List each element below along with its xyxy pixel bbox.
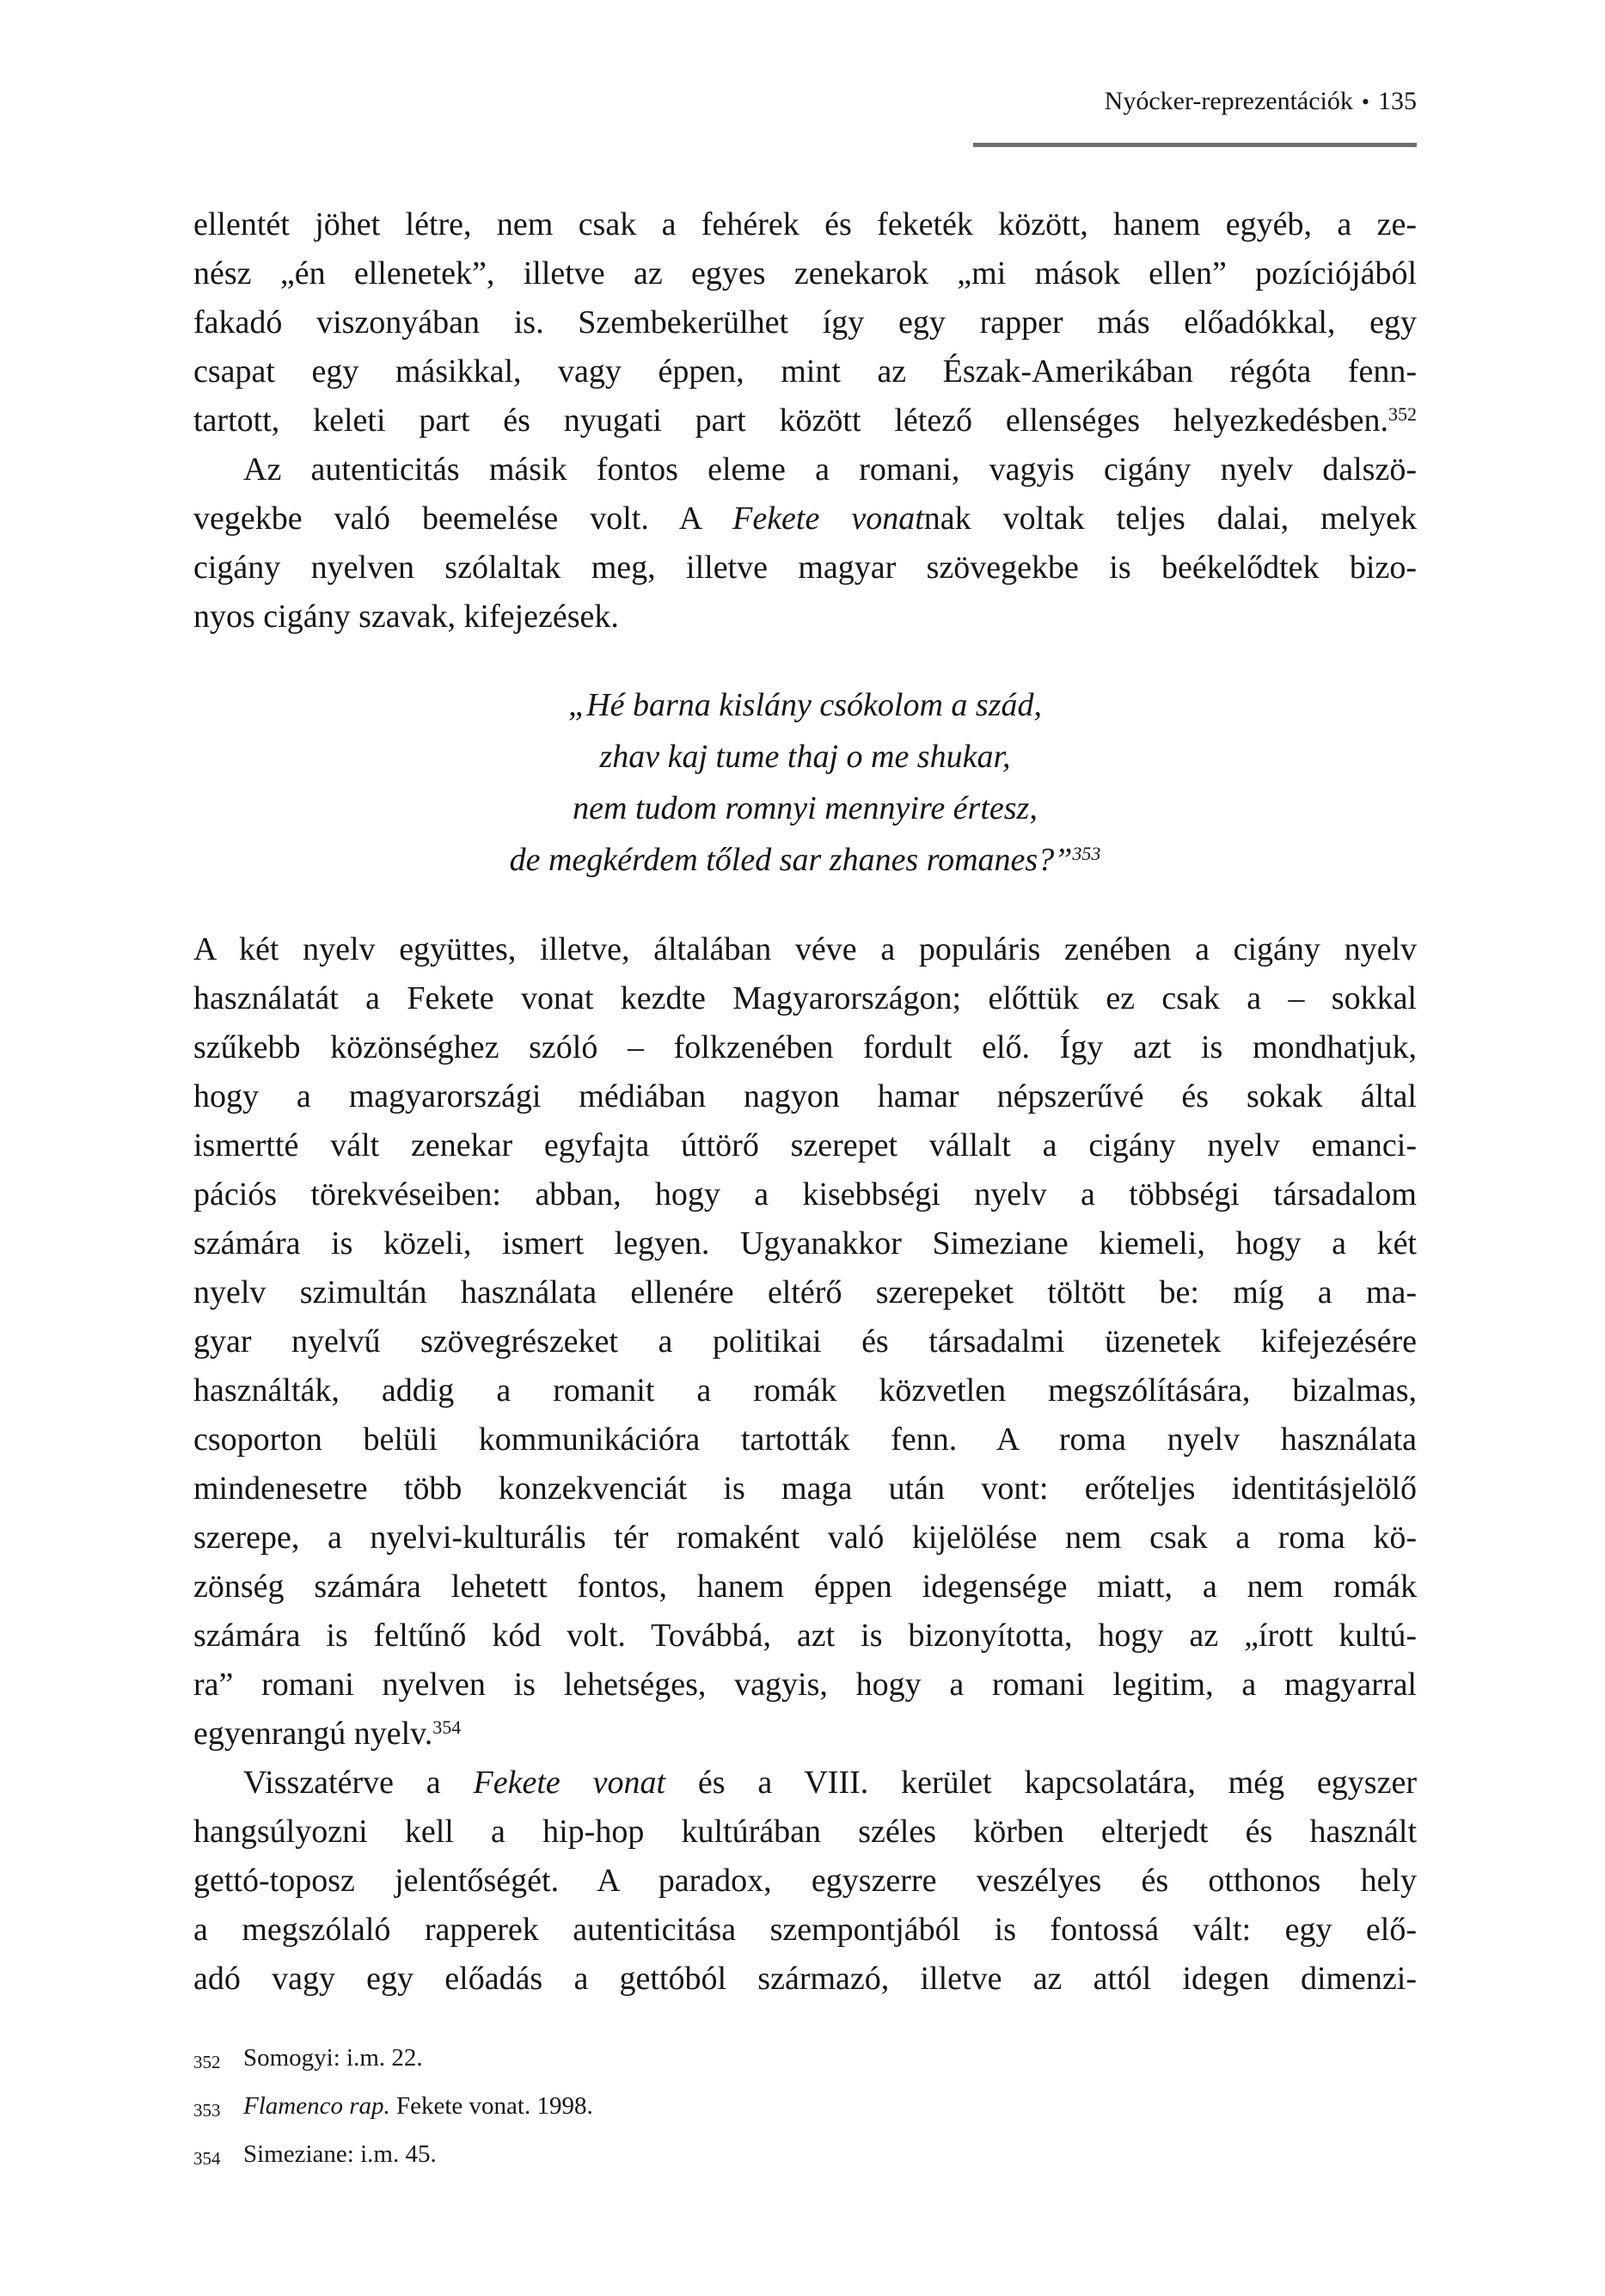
text-run: egyenrangú nyelv. <box>193 1716 433 1752</box>
text-run: ra” romani nyelven is lehetséges, vagyis, hogy a romani legitim, a magyarral <box>193 1667 1417 1703</box>
italic-run: Fekete vonat <box>473 1765 666 1801</box>
text-run: és a VIII. kerület kapcsolatára, még egyszer <box>665 1765 1417 1801</box>
text-line <box>193 298 1417 347</box>
text-line <box>193 200 1417 249</box>
text-run: Visszatérve a <box>243 1765 474 1801</box>
paragraph <box>193 1759 1417 2004</box>
footnote-ref: 352 <box>1388 402 1417 425</box>
text-run: adó vagy egy előadás a gettóból származó, illetve az attól idegen dimenzi- <box>193 1961 1417 1997</box>
text-run: Simeziane: i.m. 45. <box>243 2140 437 2168</box>
text-run: nész „én ellenetek”, illetve az egyes zenekarok „mi mások ellen” pozíciójából <box>193 255 1417 292</box>
paragraph <box>193 445 1417 642</box>
running-head-title: Nyócker-reprezentációk <box>1104 87 1353 115</box>
text-line <box>193 1906 1417 1955</box>
italic-run: Flamenco rap. <box>243 2092 390 2120</box>
quote-line <box>193 731 1417 783</box>
footnote <box>193 2084 1417 2133</box>
quote-line <box>193 834 1417 886</box>
quote-line <box>193 783 1417 834</box>
footnote-text <box>243 2133 1417 2176</box>
text-run: használták, addig a romanit a romák közvetlen megszólítására, bizalmas, <box>193 1372 1417 1409</box>
text-run: szűkebb közönséghez szóló – folkzenében fordult elő. Így azt is mondhatjuk, <box>193 1029 1417 1065</box>
text-run: de megkérdem tőled sar zhanes romanes?” <box>509 842 1073 878</box>
text-run: zhav kaj tume thaj o me shukar, <box>599 739 1011 775</box>
text-run: szerepe, a nyelvi-kulturális tér romaként való kijelölése nem csak a roma kö- <box>193 1519 1417 1556</box>
text-run: pációs törekvéseiben: abban, hogy a kisebbségi nyelv a többségi társadalom <box>193 1176 1417 1212</box>
text-line <box>193 1562 1417 1611</box>
text-line <box>193 1955 1417 2004</box>
text-run: gyar nyelvű szövegrészeket a politikai és társadalmi üzenetek kifejezésére <box>193 1323 1417 1360</box>
text-line <box>193 1170 1417 1219</box>
text-line <box>193 1808 1417 1857</box>
text-run: használatát a Fekete vonat kezdte Magyarországon; előttük ez csak a – sokkal <box>193 980 1417 1016</box>
text-run: Somogyi: i.m. 22. <box>243 2044 423 2072</box>
text-run: nak voltak teljes dalai, melyek <box>923 500 1417 537</box>
footnote-number: 354 <box>193 2148 221 2169</box>
text-run: Az autenticitás másik fontos eleme a romani, vagyis cigány nyelv dalszö- <box>243 451 1417 488</box>
text-line <box>193 445 1417 494</box>
text-run: ellentét jöhet létre, nem csak a fehérek és feketék között, hanem egyéb, a ze- <box>193 206 1417 242</box>
text-run: A két nyelv együttes, illetve, általában véve a populáris zenében a cigány nyelv <box>193 931 1417 967</box>
text-run: csapat egy másikkal, vagy éppen, mint az Észak-Amerikában régóta fenn- <box>193 353 1417 390</box>
text-line <box>193 543 1417 592</box>
quote-line <box>193 679 1417 731</box>
text-line <box>193 925 1417 974</box>
text-line <box>193 1072 1417 1121</box>
text-run: számára is feltűnő kód volt. Továbbá, azt is bizonyította, hogy az „írott kultú- <box>193 1618 1417 1654</box>
text-line <box>193 1366 1417 1415</box>
text-line <box>193 396 1417 445</box>
text-line <box>193 1710 1417 1759</box>
text-run: hangsúlyozni kell a hip-hop kultúrában széles körben elterjedt és használt <box>193 1814 1417 1850</box>
text-run: nyos cigány szavak, kifejezések. <box>193 599 619 635</box>
running-head <box>193 84 1417 120</box>
text-run: csoporton belüli kommunikációra tartották fenn. A roma nyelv használata <box>193 1421 1417 1458</box>
text-run: ismertté vált zenekar egyfajta úttörő szerepet vállalt a cigány nyelv emanci- <box>193 1127 1417 1163</box>
footnotes <box>193 2036 1417 2181</box>
text-run: nem tudom romnyi mennyire értesz, <box>573 790 1038 826</box>
text-line <box>193 1415 1417 1464</box>
text-line <box>193 592 1417 642</box>
text-line <box>193 1661 1417 1710</box>
block-quote <box>193 679 1417 886</box>
footnote-text <box>243 2084 1417 2128</box>
footnote-number: 352 <box>193 2052 221 2072</box>
footnote-number: 353 <box>193 2100 221 2121</box>
text-line <box>193 1464 1417 1513</box>
text-run: vegekbe való beemelése volt. A <box>193 500 733 537</box>
text-line <box>193 249 1417 298</box>
text-line <box>193 1857 1417 1906</box>
text-run: mindenesetre több konzekvenciát is maga után vont: erőteljes identitásjelölő <box>193 1470 1417 1507</box>
text-line <box>193 1121 1417 1170</box>
running-head-page-number: 135 <box>1378 87 1417 115</box>
footnote-ref: 354 <box>432 1716 462 1738</box>
italic-run: Fekete vonat <box>732 500 924 537</box>
text-line <box>193 1513 1417 1562</box>
text-block <box>193 84 1417 2004</box>
text-run: „Hé barna kislány csókolom a szád, <box>568 687 1042 723</box>
running-head-rule <box>973 143 1417 147</box>
text-run: tartott, keleti part és nyugati part között létező ellenséges helyezkedésben. <box>193 402 1388 439</box>
paragraph <box>193 200 1417 445</box>
text-line <box>193 1268 1417 1317</box>
running-head-bullet: • <box>1361 89 1369 114</box>
footnote-ref: 353 <box>1072 842 1101 864</box>
text-line <box>193 1759 1417 1808</box>
footnote-text <box>243 2036 1417 2080</box>
text-run: hogy a magyarországi médiában nagyon hamar népszerűvé és sokak által <box>193 1078 1417 1114</box>
footnote <box>193 2036 1417 2084</box>
text-run: a megszólaló rapperek autenticitása szempontjából is fontossá vált: egy elő- <box>193 1912 1417 1948</box>
text-run: cigány nyelven szólaltak meg, illetve magyar szövegekbe is beékelődtek bizo- <box>193 549 1417 586</box>
text-run: gettó-toposz jelentőségét. A paradox, egyszerre veszélyes és otthonos hely <box>193 1863 1417 1899</box>
text-line <box>193 1317 1417 1366</box>
text-line <box>193 1611 1417 1661</box>
text-run: Fekete vonat. 1998. <box>389 2092 593 2120</box>
text-line <box>193 1023 1417 1072</box>
text-line <box>193 347 1417 396</box>
text-line <box>193 1219 1417 1268</box>
text-run: számára is közeli, ismert legyen. Ugyanakkor Simeziane kiemeli, hogy a két <box>193 1225 1417 1262</box>
footnote <box>193 2133 1417 2181</box>
body-blocks <box>193 200 1417 2004</box>
text-run: fakadó viszonyában is. Szembekerülhet így egy rapper más előadókkal, egy <box>193 304 1417 341</box>
text-run: nyelv szimultán használata ellenére eltérő szerepeket töltött be: míg a ma- <box>193 1274 1417 1311</box>
text-line <box>193 494 1417 543</box>
text-line <box>193 974 1417 1023</box>
text-run: zönség számára lehetett fontos, hanem éppen idegensége miatt, a nem romák <box>193 1569 1417 1605</box>
paragraph <box>193 925 1417 1759</box>
